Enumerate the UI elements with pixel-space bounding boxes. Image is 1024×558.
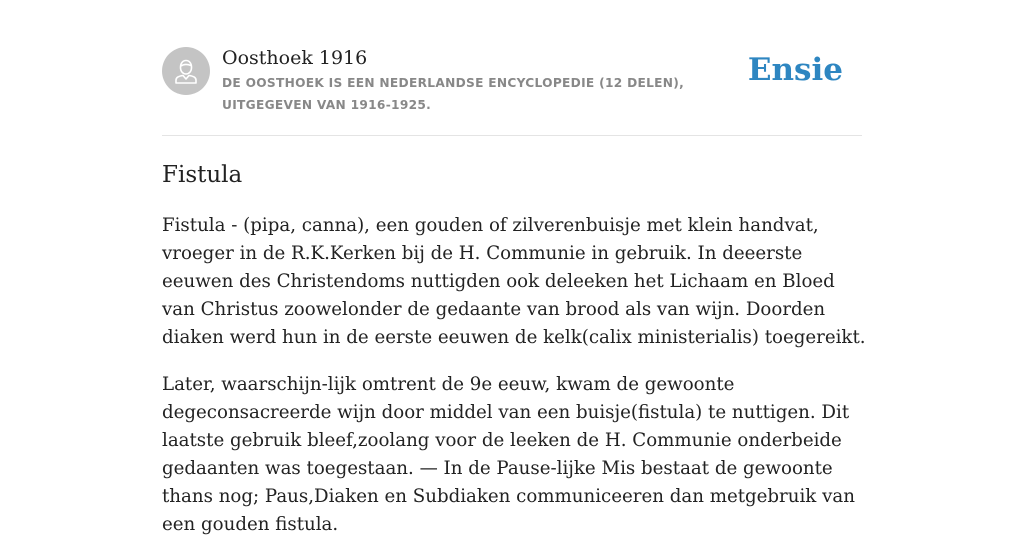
article-body [162, 212, 866, 558]
article-paragraph-1: Fistula - (pipa, canna), een gouden of zilverenbuisje met klein handvat, vroeger in de R.K.Kerken bij de H. Communie in gebruik. In deeerste eeuwen des Christendoms nuttigden ook deleeken het Lichaam en Bloed van Christus zoowelonder de gedaante van brood als van wijn. Doorden diaken werd hun in de eerste eeuwen de kelk(calix ministerialis) toegereikt. [162, 215, 866, 348]
source-description: DE OOSTHOEK IS EEN NEDERLANDSE ENCYCLOPEDIE (12 DELEN), UITGEGEVEN VAN 1916-1925. [222, 76, 685, 112]
source-avatar[interactable] [162, 47, 210, 95]
article-paragraph-2: Later, waarschijn-lijk omtrent de 9e eeuw, kwam de gewoonte degeconsacreerde wijn door middel van een buisje(fistula) te nuttigen. Dit laatste gebruik bleef,zoolang voor de leeken de H. Communie onderbeide gedaanten was toegestaan. — In de Pause-lijke Mis bestaat de gewoonte thans nog; Paus,Diaken en Subdiaken communiceeren dan metgebruik van een gouden fistula. [162, 374, 855, 535]
user-icon [173, 57, 199, 85]
page-title: Fistula [162, 162, 243, 188]
source-title[interactable]: Oosthoek 1916 [222, 47, 368, 69]
ensie-logo[interactable]: Ensie [747, 52, 843, 88]
header-divider [162, 135, 862, 136]
source-header [162, 46, 862, 116]
